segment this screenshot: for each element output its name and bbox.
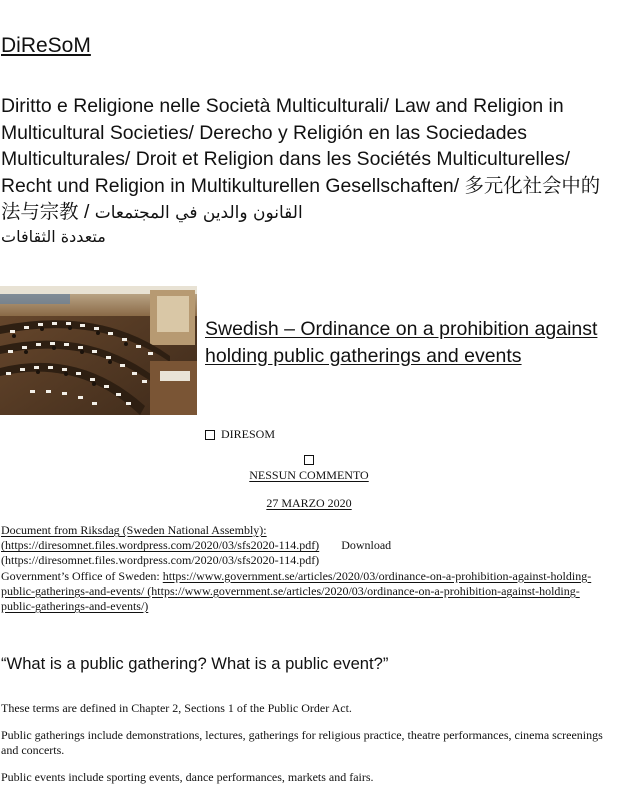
author-icon [205,430,215,440]
paragraph-definitions: These terms are defined in Chapter 2, Sections 1 of the Public Order Act. [1,701,352,715]
post-author[interactable] [205,427,275,442]
post-date-link[interactable]: 27 MARZO 2020 [266,496,352,510]
site-tagline [1,93,613,247]
section-heading: “What is a public gathering? What is a public event?” [1,654,389,673]
site-title-link[interactable]: DiReSoM [1,34,91,57]
tagline-arabic-part-2: متعددة الثقافات [1,226,106,246]
pdf-url-text: (https://diresomnet.files.wordpress.com/2020/03/sfs2020-114.pdf) [1,553,320,568]
government-article-link[interactable]: https://www.government.se/articles/2020/03/ordinance-on-a-prohibition-against-holding-public-gatherings-and-events/ (https://www.government.se/articles/2020/03/ordinance-on-a-prohibition-against-holding-public-gatherings-and-events/) [1,568,592,614]
document-links-block [1,523,613,614]
comment-icon [304,455,314,465]
parliament-chamber-image [0,286,197,415]
tagline-arabic-part-1: القانون والدين في المجتمعات [94,203,303,223]
government-office-label: Government’s Office of Sweden: [1,568,163,583]
riksdag-document-label-link[interactable]: Document from Riksdag (Sweden National Assembly): [1,523,267,537]
post-title-link[interactable]: Swedish – Ordinance on a prohibition against holding public gatherings and events [205,318,598,367]
paragraph-public-events: Public events include sporting events, dance performances, markets and fairs. [1,770,374,784]
post-thumbnail[interactable] [0,286,197,415]
author-name[interactable]: DIRESOM [221,427,276,441]
tagline-text: Diritto e Religione nelle Società Multiculturali/ Law and Religion in Multicultural Societies/ Derecho y Religión en las Sociedades Multiculturales/ Droit et Religion dans les Sociétés Multiculturelles/ Recht und Religion in Multikulturellen Gesellschaften/ 多元化社会中的法与宗教 / [1,95,601,223]
riksdag-pdf-link[interactable]: (https://diresomnet.files.wordpress.com/2020/03/sfs2020-114.pdf) [1,538,320,553]
comments-link[interactable]: NESSUN COMMENTO [249,468,369,482]
paragraph-public-gatherings: Public gatherings include demonstrations, lectures, gatherings for religious practice, theatre performances, cinema screenings and concerts. [1,728,603,757]
download-label[interactable]: Download [341,538,392,553]
